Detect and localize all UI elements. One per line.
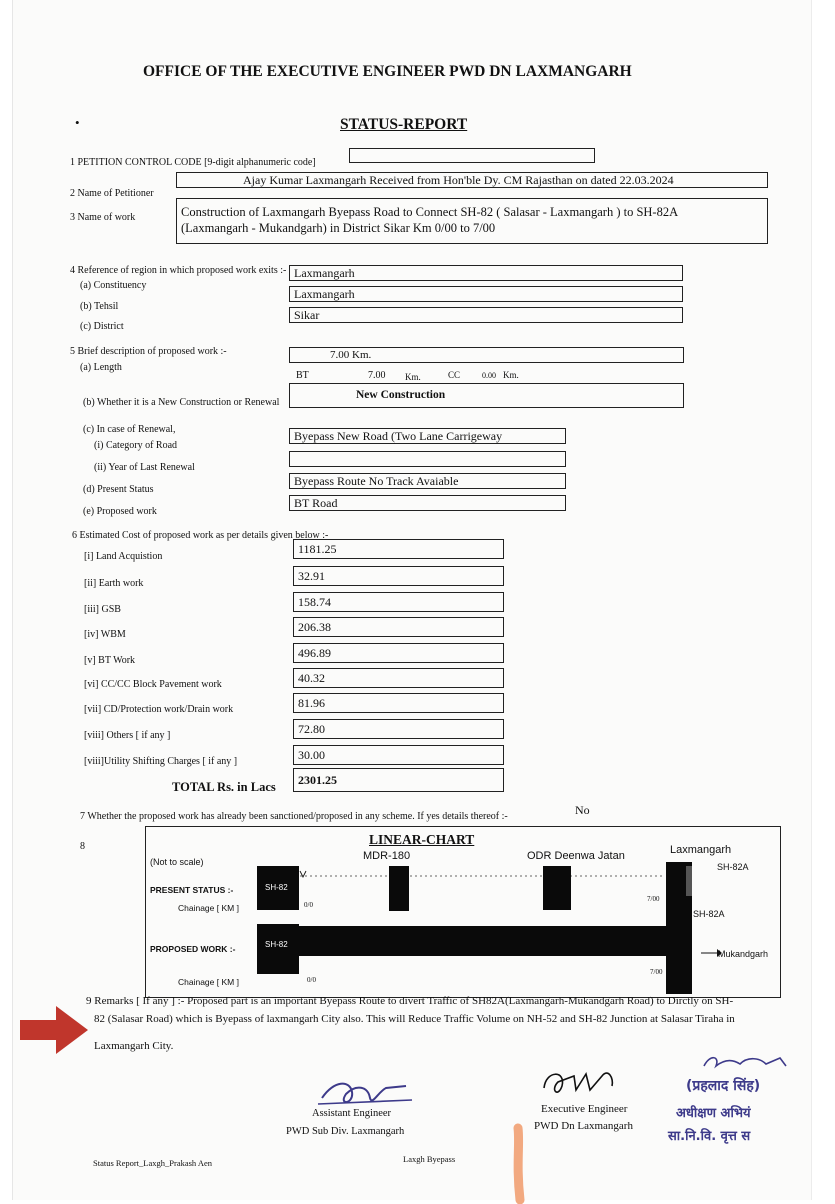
district-field: Sikar (289, 307, 683, 323)
q6-label: 6 Estimated Cost of proposed work as per details given below :- (72, 530, 329, 541)
ee-title: Executive Engineer (541, 1103, 628, 1115)
length-value: 7.00 Km. (330, 349, 372, 361)
chainage-seven-2: 7/00 (650, 968, 663, 976)
mdr180-block (389, 866, 409, 911)
total-value: 2301.25 (293, 768, 504, 792)
petitioner-field: Ajay Kumar Laxmangarh Received from Hon'ble Dy. CM Rajasthan on dated 22.03.2024 (176, 172, 768, 188)
cost-label: [viii]Utility Shifting Charges [ if any ] (84, 756, 238, 767)
odr-block (543, 866, 571, 910)
se-stamp-title: अधीक्षण अभियं (676, 1106, 751, 1121)
q3-label: 3 Name of work (70, 212, 136, 223)
cost-label: [v] BT Work (84, 655, 136, 666)
proposed-work-row-label: PROPOSED WORK :- (150, 944, 236, 954)
orange-marker-stroke (508, 1124, 532, 1204)
sh82-block-proposed-label: SH-82 (265, 940, 288, 949)
total-label: TOTAL Rs. in Lacs (172, 780, 276, 794)
chainage-zero-1: 0/0 (304, 901, 313, 909)
q5-label: 5 Brief description of proposed work :- (70, 346, 227, 357)
work-name-line2: (Laxmangarh - Mukandgarh) in District Sikar Km 0/00 to 7/00 (181, 221, 496, 235)
sh82-block-proposed (257, 924, 299, 974)
ee-signature-icon (540, 1064, 640, 1104)
year-field (289, 451, 566, 467)
category-label: (i) Category of Road (94, 440, 178, 451)
cc-unit: Km. (503, 370, 519, 380)
q4-label: 4 Reference of region in which proposed work exits :- (70, 265, 287, 276)
cost-value: 40.32 (293, 668, 504, 688)
construction-type-field: New Construction (289, 383, 684, 408)
sh82a-top-label: SH-82A (717, 862, 749, 872)
cost-label: [iii] GSB (84, 604, 121, 615)
laxmangarh-label: Laxmangarh (670, 844, 732, 856)
work-name-field (176, 198, 768, 244)
odr-label: ODR Deenwa Jatan (527, 850, 625, 862)
length-field (289, 347, 684, 363)
length-label: (a) Length (80, 362, 122, 373)
chainage-seven-1: 7/00 (647, 895, 660, 903)
office-title: OFFICE OF THE EXECUTIVE ENGINEER PWD DN LAXMANGARH (143, 63, 632, 80)
construction-type-label: (b) Whether it is a New Construction or Renewal (83, 397, 280, 408)
remarks-line3: Laxmangarh City. (94, 1040, 174, 1052)
present-route-line (300, 869, 700, 889)
q8-number: 8 (80, 841, 85, 852)
remarks-line1: 9 Remarks [ If any ] :- Proposed part is an important Byepass Route to divert Traffic of SH82A(Laxmangarh-Mukandgarh Road) to Dirctly on SH- (86, 995, 734, 1007)
cc-label: CC (448, 370, 461, 380)
year-label: (ii) Year of Last Renewal (94, 462, 195, 473)
q1-label: 1 PETITION CONTROL CODE [9-digit alphanumeric code] (70, 157, 316, 168)
red-arrow-icon (20, 1004, 90, 1056)
bullet-mark: • (75, 115, 80, 130)
chart-title: LINEAR-CHART (369, 832, 475, 847)
renewal-label: (c) In case of Renewal, (83, 424, 176, 435)
footer-center: Laxgh Byepass (403, 1154, 456, 1164)
sh82a-mid-label: SH-82A (693, 909, 725, 919)
proposed-work-field: BT Road (289, 495, 566, 511)
category-field: Byepass New Road (Two Lane Carrigeway (289, 428, 566, 444)
cost-label: [iv] WBM (84, 629, 126, 640)
cost-label: [vi] CC/CC Block Pavement work (84, 679, 222, 690)
petition-code-field (349, 148, 595, 163)
not-to-scale: (Not to scale) (150, 857, 204, 867)
chainage-zero-2: 0/0 (307, 976, 316, 984)
sh82a-junction-mark (686, 866, 692, 896)
cost-label: [vii] CD/Protection work/Drain work (84, 704, 234, 715)
chainage-label-2: Chainage [ KM ] (178, 977, 239, 987)
report-title: STATUS-REPORT (340, 116, 468, 133)
footer-left: Status Report_Laxgh_Prakash Aen (93, 1158, 212, 1168)
ae-office: PWD Sub Div. Laxmangarh (286, 1126, 405, 1137)
present-status-row-label: PRESENT STATUS :- (150, 885, 234, 895)
district-label: (c) District (80, 321, 124, 332)
cost-value: 30.00 (293, 745, 504, 765)
cost-label: [viii] Others [ if any ] (84, 730, 171, 741)
bt-unit: Km. (405, 372, 421, 382)
se-stamp-office: सा.नि.वि. वृत्त स (668, 1129, 751, 1144)
q2-label: 2 Name of Petitioner (70, 188, 154, 199)
tehsil-label: (b) Tehsil (80, 301, 119, 312)
present-status-field: Byepass Route No Track Avaiable (289, 473, 566, 489)
bt-value: 7.00 (368, 370, 386, 381)
cost-label: [ii] Earth work (84, 578, 144, 589)
bt-label: BT (296, 370, 309, 381)
cc-value: 0.00 (482, 371, 496, 380)
cost-value: 32.91 (293, 566, 504, 586)
cost-value: 206.38 (293, 617, 504, 637)
mukandgarh-label: Mukandgarh (718, 949, 769, 959)
work-name-line1: Construction of Laxmangarh Byepass Road to Connect SH-82 ( Salasar - Laxmangarh ) to SH-82A (181, 205, 679, 219)
ae-title: Assistant Engineer (312, 1108, 392, 1119)
remarks-line2: 82 (Salasar Road) which is Byepass of laxmangarh City also. This will Reduce Traffic Volume on NH-52 and SH-82 Junction at Salasar Tiraha in (94, 1013, 735, 1025)
proposed-work-label: (e) Proposed work (83, 506, 157, 517)
cost-label: [i] Land Acquistion (84, 551, 163, 562)
ee-office: PWD Dn Laxmangarh (534, 1120, 633, 1132)
constituency-field: Laxmangarh (289, 265, 683, 281)
chainage-label-1: Chainage [ KM ] (178, 903, 239, 913)
cost-value: 496.89 (293, 643, 504, 663)
cost-value: 1181.25 (293, 539, 504, 559)
proposed-bypass-road (299, 926, 667, 956)
tehsil-field: Laxmangarh (289, 286, 683, 302)
q7-value: No (575, 803, 590, 817)
cost-value: 72.80 (293, 719, 504, 739)
cost-value: 81.96 (293, 693, 504, 713)
q7-label: 7 Whether the proposed work has already been sanctioned/proposed in any scheme. If yes details thereof :- (80, 811, 508, 822)
cost-value: 158.74 (293, 592, 504, 612)
constituency-label: (a) Constituency (80, 280, 147, 291)
sh82-block-present-label: SH-82 (265, 883, 288, 892)
mdr-label: MDR-180 (363, 850, 411, 862)
se-stamp-name: (प्रहलाद सिंह) (686, 1078, 761, 1094)
present-status-label: (d) Present Status (83, 484, 154, 495)
